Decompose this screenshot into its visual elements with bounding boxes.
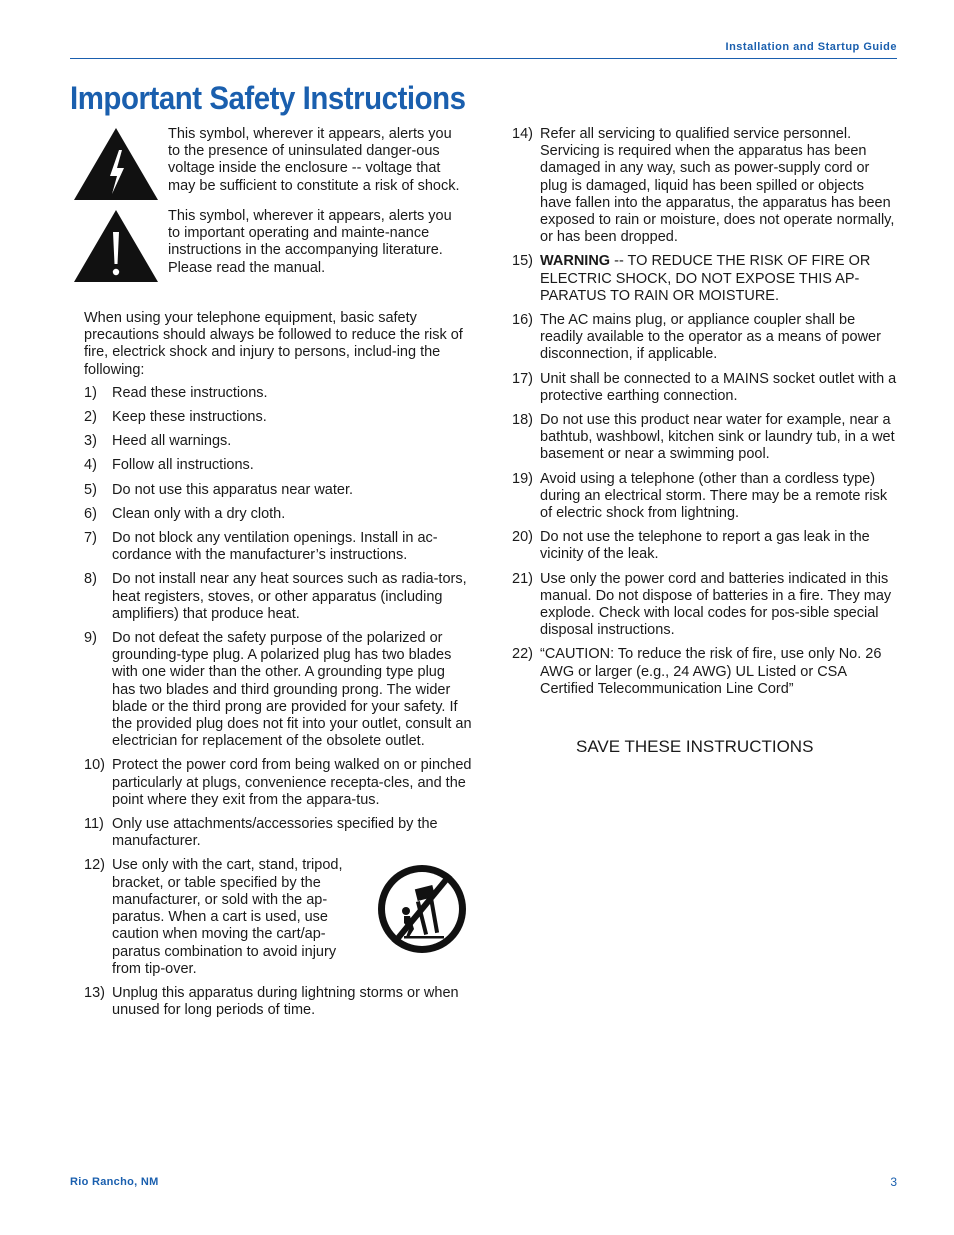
- cart-tip-over-warning-icon: [376, 863, 468, 955]
- list-item: 19) Avoid using a telephone (other than a cordless type) during an electrical storm. There may be a remote risk of electric shock from lightning.: [512, 470, 888, 522]
- list-item: 5) Do not use this apparatus near water.: [84, 481, 354, 498]
- list-item: 2) Keep these instructions.: [84, 409, 267, 426]
- running-header: Installation and Startup Guide: [725, 41, 897, 53]
- list-item: 17) Unit shall be connected to a MAINS socket outlet with a protective earthing connection.: [512, 370, 897, 404]
- list-item: 6) Clean only with a dry cloth.: [84, 505, 286, 522]
- page-number: 3: [890, 1175, 897, 1189]
- footer-location: Rio Rancho, NM: [70, 1176, 159, 1188]
- list-item: 14) Refer all servicing to qualified service personnel. Servicing is required when the apparatus has been damaged in any way, such as power-supply cord or plug is damaged, liquid has been spilled or objects have fallen into the apparatus, the apparatus has been exposed to rain or moisture, does not operate normally, or has been dropped.: [512, 126, 895, 246]
- list-item: 11) Only use attachments/accessories specified by the manufacturer.: [84, 816, 438, 850]
- symbol-exclamation: [70, 208, 472, 284]
- right-instruction-list: [512, 126, 897, 698]
- list-item: 20) Do not use the telephone to report a gas leak in the vicinity of the leak.: [512, 529, 870, 563]
- list-item-with-cart: 12) Use only with the cart, stand, tripod, bracket, or table specified by the manufacturer, or sold with the ap-paratus. When a cart is used, use caution when moving the cart/ap-paratus combination to avoid injury from tip-over.: [70, 857, 472, 977]
- list-item: 13) Unplug this apparatus during lightning storms or when unused for long periods of time.: [84, 984, 459, 1019]
- warning-label: WARNING: [540, 253, 611, 270]
- list-item: 21) Use only the power cord and batteries indicated in this manual. Do not dispose of batteries in a fire. They may explode. Check with local codes for pos-sible special disposal instructions.: [512, 570, 892, 639]
- list-item: 18) Do not use this product near water for example, near a bathtub, washbowl, kitchen sink or laundry tub, in a wet basement or near a swimming pool.: [512, 412, 895, 463]
- list-item: 3) Heed all warnings.: [84, 433, 232, 450]
- list-item: 7) Do not block any ventilation openings. Install in ac-cordance with the manufacturer’s instructions.: [84, 530, 438, 564]
- left-column: [70, 126, 472, 1026]
- list-item-warning: 15) WARNING -- TO REDUCE THE RISK OF FIRE OR ELECTRIC SHOCK, DO NOT EXPOSE THIS AP-PARATUS TO RAIN OR MOISTURE.: [512, 253, 871, 304]
- right-column: [512, 126, 897, 755]
- list-item: 22) “CAUTION: To reduce the risk of fire, use only No. 26 AWG or larger (e.g., 24 AWG) UL Listed or CSA Certified Telecommunication Line Cord”: [512, 646, 882, 697]
- symbol-description: This symbol, wherever it appears, alerts you to the presence of uninsulated danger-ous voltage inside the enclosure -- voltage that may be sufficient to constitute a risk of shock.: [168, 126, 460, 194]
- list-item: 8) Do not install near any heat sources such as radia-tors, heat registers, stoves, or other apparatus (including amplifiers) that produce heat.: [84, 571, 467, 622]
- save-instructions-line: SAVE THESE INSTRUCTIONS: [576, 737, 814, 757]
- symbol-description: This symbol, wherever it appears, alerts you to important operating and mainte-nance instructions in the accompanying literature. Please read the manual.: [168, 208, 452, 276]
- list-item: 16) The AC mains plug, or appliance coupler shall be readily available to the operator as a means of power disconnection, if applicable.: [512, 312, 881, 363]
- header-rule: [70, 58, 897, 59]
- list-item: 9) Do not defeat the safety purpose of the polarized or grounding-type plug. A polarized plug has two blades with one wider than the other. A grounding type plug has two blades and third grounding prong. The wider blade or the third prong are provided for your safety. If the provided plug does not fit into your outlet, consult an electrician for replacement of the obsolete outlet.: [84, 630, 472, 750]
- list-item: 1) Read these instructions.: [84, 384, 268, 401]
- left-instruction-list: [70, 385, 472, 1020]
- page-title: Important Safety Instructions: [70, 80, 466, 116]
- exclamation-triangle-icon: [72, 208, 160, 284]
- intro-paragraph: When using your telephone equipment, basic safety precautions should always be followed to reduce the risk of fire, electrick shock and injury to persons, includ-ing the following:: [84, 310, 463, 378]
- symbol-lightning: [70, 126, 472, 202]
- lightning-triangle-icon: [72, 126, 160, 202]
- list-item: 10) Protect the power cord from being walked on or pinched particularly at plugs, convenience recepta-cles, and the point where they exit from the appara-tus.: [84, 757, 472, 808]
- list-item: 4) Follow all instructions.: [84, 457, 254, 474]
- list-item-text: Use only with the cart, stand, tripod, bracket, or table specified by the manufacturer, or sold with the ap-paratus. When a cart is used, use caution when moving the cart/ap-paratus combination to avoid injury from tip-over.: [112, 857, 343, 977]
